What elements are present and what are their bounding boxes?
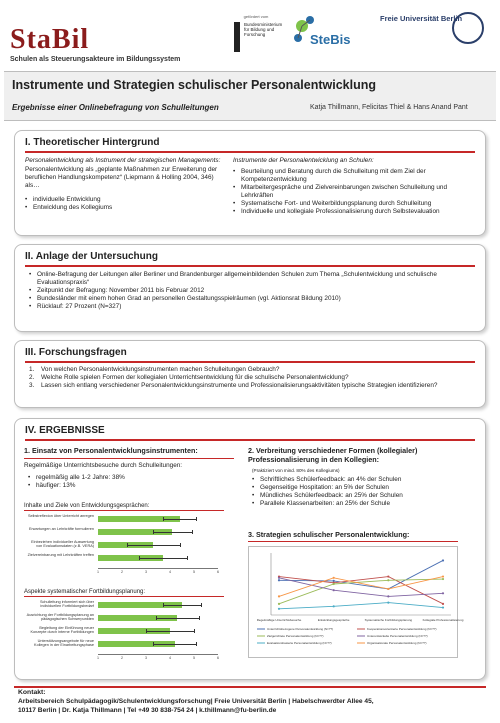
question-text: Von welchen Personalentwicklungsinstrumenten machen Schulleitungen Gebrauch?: [41, 366, 280, 373]
bar-category-label: Zielvereinbarung mit Lehrkräften treffen: [27, 553, 94, 557]
list-item: • Beurteilung und Beratung durch die Schulleitung mit dem Ziel der Kompetenzentwicklung: [233, 168, 478, 184]
poster-title: Instrumente und Strategien schulischer Personalentwicklung: [12, 78, 376, 92]
x-axis: [98, 654, 218, 655]
list-item: • Parallele Klassenarbeiten: an 25% der Schule: [252, 500, 472, 508]
x-tick-label: 1: [97, 570, 99, 574]
question-number: 2.: [29, 374, 35, 381]
poster-authors: Katja Thillmann, Felicitas Thiel & Hans Anand Pant: [310, 104, 468, 111]
x-tick-label: Kollegiale Professionalisierung: [422, 618, 464, 622]
error-bar-cap: [153, 642, 154, 646]
list-item: • Mitarbeitergespräche und Zielvereinbarungen zwischen Schulleitung und Lehrkräften: [233, 184, 478, 200]
error-bar-cap: [187, 556, 188, 560]
list-item: • häufiger: 13%: [28, 482, 125, 490]
section-heading: III. Forschungsfragen: [25, 347, 127, 358]
stabil-tagline: Schulen als Steuerungsakteure im Bildungssystem: [10, 56, 181, 63]
list-item: • individuelle Entwicklung: [25, 196, 225, 204]
data-point: [442, 603, 444, 605]
data-point: [387, 602, 389, 604]
bar-category-label: Selbstreflexion über Unterricht anregen: [27, 514, 94, 518]
data-point: [278, 608, 280, 610]
bmbf-logo: [226, 14, 286, 66]
strategies-line-chart: [249, 547, 464, 659]
strategies-chart: [248, 546, 464, 658]
error-bar-cap: [194, 629, 195, 633]
x-tick-label: 5: [193, 570, 195, 574]
list-item: • Online-Befragung der Leitungen aller Berliner und Brandenburger allgemeinbildenden Schulen zum Thema „Schulentwicklung und schulische Evaluationspraxis“: [29, 271, 469, 287]
section-rule: [25, 439, 475, 441]
list-item: • Mündliches Schülerfeedback: an 25% der Schulen: [252, 492, 472, 500]
stebis-wordmark: SteBis: [310, 32, 351, 47]
error-bar-cap: [196, 642, 197, 646]
fu-wordmark: Freie Universität Berlin: [380, 14, 463, 23]
data-point: [278, 577, 280, 579]
data-point: [278, 579, 280, 581]
pe-goals-list: [25, 196, 225, 212]
section-background: [14, 130, 486, 236]
list-item: • Bundesländer mit einem hohen Grad an personellen Gestaltungsspielräumen (vgl. Aktionsrat Bildung 2010): [29, 295, 469, 303]
list-item: • Entwicklung des Kollegiums: [25, 204, 225, 212]
results-sub2-note: (Praktiziert von mind. 80% des Kollegiums): [252, 468, 340, 473]
fu-seal-icon: [452, 12, 484, 44]
contact-heading: Kontakt:: [18, 689, 46, 696]
chart1-title: Inhalte und Ziele von Entwicklungsgesprächen:: [24, 503, 150, 509]
contact-rule: [14, 686, 486, 688]
section-heading: IV. ERGEBNISSE: [25, 425, 105, 436]
section-background: [14, 340, 486, 408]
data-point: [442, 559, 444, 561]
error-bar: [163, 519, 197, 520]
pe-instruments-intro: Instrumente der Personalentwicklung an Schulen:: [233, 157, 374, 164]
section-rule: [25, 361, 475, 363]
error-bar-cap: [139, 556, 140, 560]
legend-label: Kooperationsorientierte Personalentwicklung (N=??): [367, 627, 437, 632]
error-bar: [139, 558, 187, 559]
error-bar: [156, 618, 199, 619]
list-item: [29, 366, 459, 374]
x-tick-label: 5: [193, 656, 195, 660]
data-point: [278, 603, 280, 605]
poster-subtitle: Ergebnisse einer Onlinebefragung von Schulleitungen: [12, 103, 219, 112]
bar-category-label: Begleitung der Einführung neuer Konzepte durch interne Fortbildungen: [30, 626, 94, 635]
series-line: [279, 560, 443, 589]
section-rule: [25, 151, 475, 153]
list-item: • Gegenseitige Hospitation: an 5% der Schulen: [252, 484, 472, 492]
data-point: [387, 588, 389, 590]
chart2-title: Aspekte systematischer Fortbildungsplanung:: [24, 589, 146, 595]
list-item: [29, 374, 459, 382]
question-text: Lassen sich entlang verschiedener Personalentwicklungsinstrumente und Professionalisierungsaktivitäten typische Strategien identifizieren?: [41, 382, 438, 389]
results-sub3-heading: 3. Strategien schulischer Personalentwicklung:: [248, 530, 410, 539]
list-item: • Zeitpunkt der Befragung: November 2011 bis Februar 2012: [29, 287, 469, 295]
x-tick-label: 6: [217, 656, 219, 660]
list-item: • Schriftliches Schülerfeedback: an 4% der Schulen: [252, 476, 472, 484]
data-point: [333, 605, 335, 607]
professionalization-list: [252, 476, 472, 508]
data-point: [387, 575, 389, 577]
data-point: [333, 577, 335, 579]
error-bar-cap: [153, 530, 154, 534]
data-point: [442, 575, 444, 577]
data-point: [387, 595, 389, 597]
data-point: [333, 589, 335, 591]
error-bar-cap: [196, 517, 197, 521]
bar-category-label: Erwartungen an Lehrkräfte formulieren: [28, 527, 94, 531]
x-tick-label: 3: [145, 656, 147, 660]
question-text: Welche Rolle spielen Formen der kollegialen Unterrichtsentwicklung für die schulische Personalentwicklung?: [41, 374, 349, 381]
error-bar-cap: [199, 616, 200, 620]
data-point: [442, 578, 444, 580]
contact-address: Arbeitsbereich Schulpädagogik/Schulentwicklungsforschung| Freie Universität Berlin | Habelschwerdter Allee 45,: [18, 698, 374, 705]
list-item: • Individuelle und kollegiale Professionalisierung durch Selbstevaluation: [233, 208, 478, 216]
chart2-bars: [24, 600, 234, 674]
legend-label: Zielgerichtete Personalentwicklung (N=??): [267, 634, 324, 639]
error-bar-cap: [156, 616, 157, 620]
list-item: • regelmäßig alle 1-2 Jahre: 38%: [28, 474, 125, 482]
pe-instruments-list: [233, 168, 478, 216]
research-questions-list: [29, 366, 459, 390]
sponsor-label: gefördert vom: [243, 14, 269, 19]
error-bar-cap: [163, 603, 164, 607]
bar-category-label: Ausrichtung der Fortbildungsplanung an pädagogischen Schwerpunkten: [26, 613, 94, 622]
bar-category-label: Unterstützungsangebote für neue Kollegen in der Einarbeitungsphase: [34, 639, 94, 648]
bar-category-label: Schulleitung informiert sich über individuellen Fortbildungsbedarf: [39, 600, 94, 609]
x-tick-label: 1: [97, 656, 99, 660]
x-tick-label: 4: [169, 656, 171, 660]
design-list: [29, 271, 469, 311]
class-visits-intro: Regelmäßige Unterrichtsbesuche durch Schulleitungen:: [24, 462, 183, 469]
error-bar-cap: [180, 543, 181, 547]
error-bar: [127, 545, 180, 546]
section-background: [14, 244, 486, 332]
sub-rule: [24, 596, 224, 597]
list-item: [29, 382, 459, 390]
sub-rule: [248, 541, 458, 542]
legend-label: Organisationale Personalentwicklung (N=??): [367, 641, 427, 646]
bar-category-label: Einbeziehen individueller Auswertung von Evaluationsdaten (z.B. VERA): [31, 540, 94, 549]
list-item: • Rücklauf: 27 Prozent (N=327): [29, 303, 469, 311]
section-rule: [25, 265, 475, 267]
error-bar: [146, 631, 194, 632]
data-point: [387, 579, 389, 581]
contact-person: 10117 Berlin | Dr. Katja Thillmann | Tel +49 30 838-754 24 | k.thillmann@fu-berlin.de: [18, 707, 277, 714]
pe-management-intro: Personalentwicklung als Instrument der strategischen Managements:: [25, 157, 221, 164]
pe-definition: Personalentwicklung als „geplante Maßnahmen zur Erweiterung der beruflichen Handlungskompetenz“ (Liepmann & Holling 2004, 346) als…: [25, 166, 218, 189]
x-tick-label: 3: [145, 570, 147, 574]
error-bar-cap: [192, 530, 193, 534]
question-number: 1.: [29, 366, 35, 373]
background-right-column: [233, 157, 478, 216]
stebis-logo: [290, 12, 370, 62]
data-point: [278, 595, 280, 597]
error-bar-cap: [201, 603, 202, 607]
question-number: 3.: [29, 382, 35, 389]
x-tick-label: 2: [121, 656, 123, 660]
stabil-logo: StaBil: [10, 24, 90, 55]
x-tick-label: 4: [169, 570, 171, 574]
list-item: • Systematische Fort- und Weiterbildungsplanung durch Schulleitung: [233, 200, 478, 208]
x-tick-label: 2: [121, 570, 123, 574]
section-heading: II. Anlage der Untersuchung: [25, 251, 158, 262]
legend-label: Unterentwickelte Personalentwicklung (N=??): [367, 634, 428, 639]
background-left-column: [25, 157, 225, 212]
error-bar: [153, 532, 191, 533]
legend-label: Evaluationsbasierte Personalentwicklung (N=??): [267, 641, 332, 646]
data-point: [442, 592, 444, 594]
x-tick-label: Systematische Fortbildungsplanung: [364, 618, 413, 622]
sponsor-name: Bundesministerium für Bildung und Forschung: [234, 22, 278, 52]
x-tick-label: 6: [217, 570, 219, 574]
error-bar: [153, 644, 196, 645]
x-axis: [98, 568, 218, 569]
sub-rule: [24, 458, 234, 459]
error-bar-cap: [163, 517, 164, 521]
x-tick-label: Entwicklungsgespräche: [317, 618, 350, 622]
error-bar-cap: [146, 629, 147, 633]
results-sub2-heading: 2. Verbreitung verschiedener Formen (kollegialer) Professionalisierung in den Kollegien:: [248, 446, 418, 464]
legend-label: Unterrichtsbezogene Personalentwicklung (N=??): [267, 627, 334, 632]
chart1-bars: [24, 514, 234, 584]
x-tick-label: Regelmäßige Unterrichtsbesuche: [256, 618, 302, 622]
data-point: [333, 583, 335, 585]
error-bar: [163, 605, 201, 606]
data-point: [442, 606, 444, 608]
sub-rule: [24, 510, 224, 511]
error-bar-cap: [127, 543, 128, 547]
section-heading: I. Theoretischer Hintergrund: [25, 137, 160, 148]
results-sub1-heading: 1. Einsatz von Personalentwicklungsinstrumenten:: [24, 446, 198, 455]
class-visits-list: [28, 474, 125, 490]
series-line: [279, 603, 443, 609]
